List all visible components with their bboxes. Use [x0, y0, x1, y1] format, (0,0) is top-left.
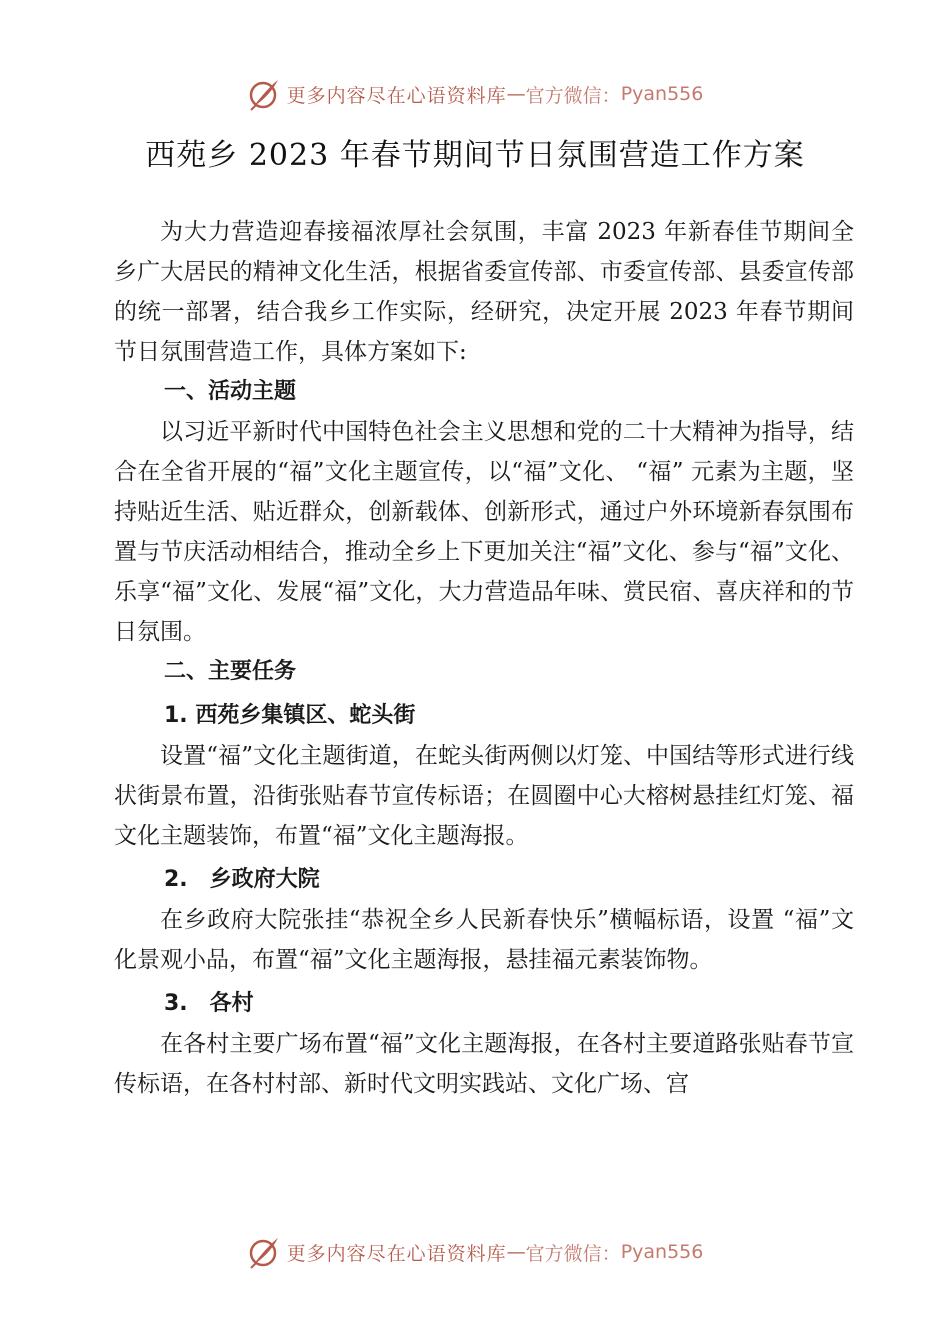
- feather-pen-logo-icon: [247, 1235, 281, 1269]
- footer-watermark: [0, 1232, 950, 1272]
- task1-heading: 1. 西苑乡集镇区、蛇头街: [164, 703, 416, 728]
- watermark-wechat-id: Pyan556: [620, 83, 704, 105]
- task3-paragraph: 在各村主要广场布置“福”文化主题海报，在各村主要道路张贴春节宣传标语，在各村村部、新时代文明实践站、文化广场、宫: [114, 1031, 854, 1097]
- watermark-wechat-id: Pyan556: [620, 1241, 704, 1263]
- watermark-separator: —: [506, 83, 526, 105]
- intro-paragraph: 为大力营造迎春接福浓厚社会氛围，丰富 2023 年新春佳节期间全乡广大居民的精神文化生活，根据省委宣传部、市委宣传部、县委宣传部的统一部署，结合我乡工作实际，经研究，决定开展 2023 年春节期间节日氛围营造工作，具体方案如下:: [114, 219, 854, 365]
- watermark-text: 更多内容尽在心语资料库: [286, 1242, 507, 1265]
- task2-heading: 2. 乡政府大院: [164, 867, 320, 892]
- section1-heading: 一、活动主题: [164, 379, 297, 404]
- document-body: [114, 212, 854, 1104]
- section1-paragraph: 以习近平新时代中国特色社会主义思想和党的二十大精神为指导，结合在全省开展的“福”文化主题宣传，以“福”文化、 “福” 元素为主题，坚持贴近生活、贴近群众，创新载体、创新形式，通过户外环境新春氛围布置与节庆活动相结合，推动全乡上下更加关注“福”文化、参与“福”文化、乐享“福”文化、发展“福”文化，大力营造品年味、赏民宿、喜庆祥和的节日氛围。: [114, 419, 855, 645]
- watermark-wechat-label: 官方微信：: [525, 1242, 621, 1265]
- watermark-wechat-label: 官方微信：: [525, 84, 621, 107]
- header-watermark: [0, 74, 950, 114]
- task2-paragraph: 在乡政府大院张挂“恭祝全乡人民新春快乐”横幅标语，设置 “福”文化景观小品，布置“福”文化主题海报，悬挂福元素装饰物。: [114, 907, 854, 973]
- watermark-separator: —: [506, 1241, 526, 1263]
- document-title: 西苑乡 2023 年春节期间节日氛围营造工作方案: [145, 138, 805, 173]
- task3-heading: 3. 各村: [164, 991, 254, 1016]
- watermark-text: 更多内容尽在心语资料库: [286, 84, 507, 107]
- section2-heading: 二、主要任务: [164, 659, 297, 684]
- feather-pen-logo-icon: [247, 77, 281, 111]
- task1-paragraph: 设置“福”文化主题街道，在蛇头街两侧以灯笼、中国结等形式进行线状街景布置，沿街张贴春节宣传标语；在圆圈中心大榕树悬挂红灯笼、福文化主题装饰，布置“福”文化主题海报。: [114, 743, 854, 849]
